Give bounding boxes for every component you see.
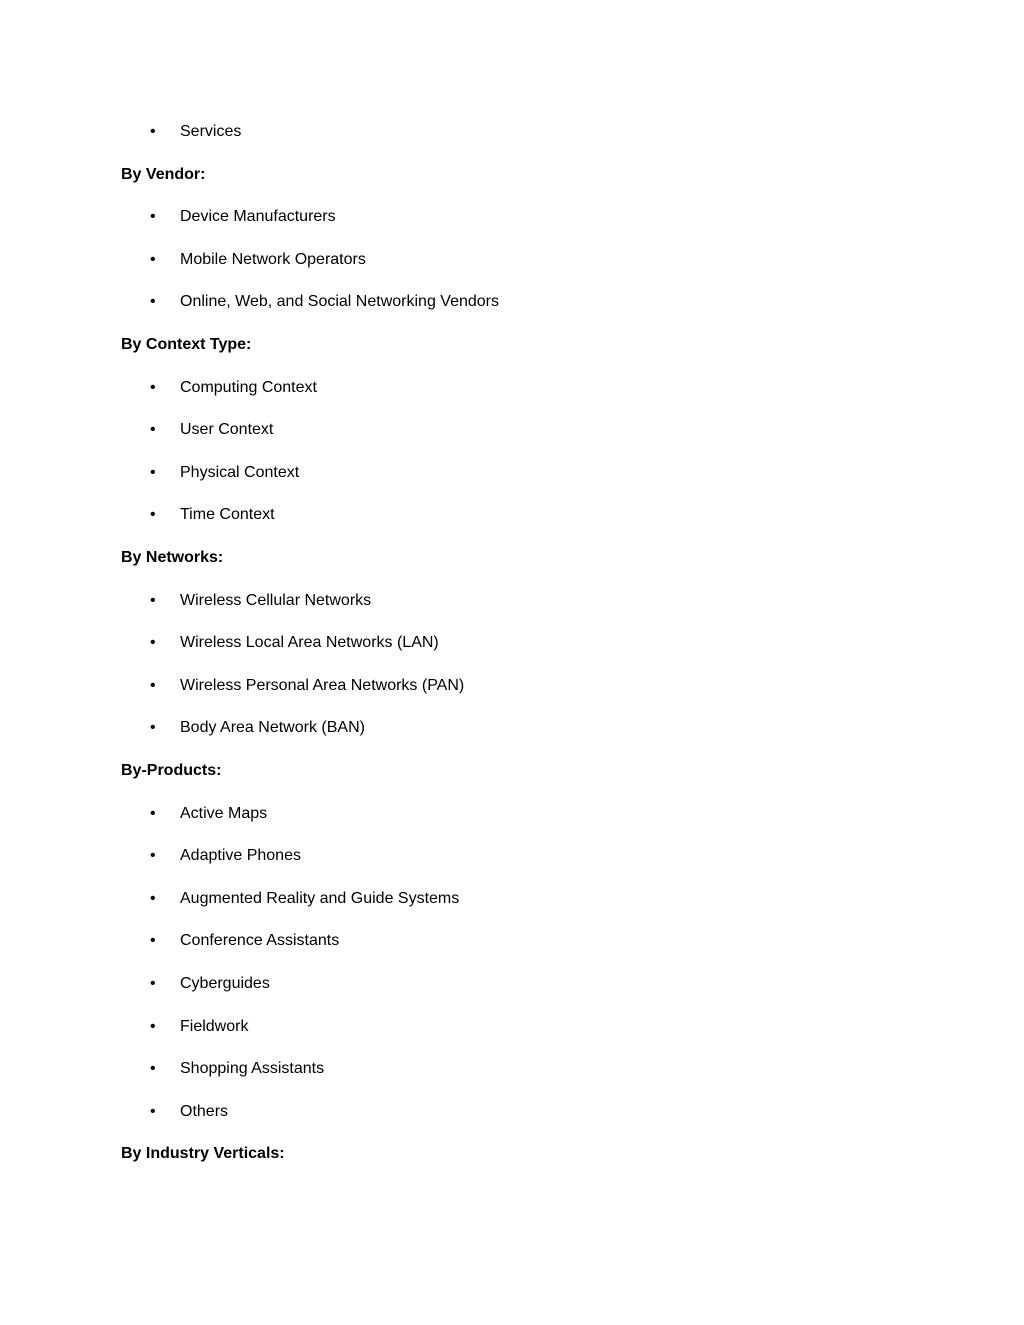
section-heading [121,333,251,357]
list-item [150,844,301,868]
bullet-icon: • [150,634,156,651]
bullet-icon: • [150,890,156,907]
bullet-icon: • [150,805,156,822]
bullet-icon: • [150,847,156,864]
list-item-text: Physical Context [180,464,300,481]
list-item-text: Time Context [180,506,275,523]
list-item-text: Adaptive Phones [180,847,301,864]
list-item-text: User Context [180,421,274,438]
bullet-icon: • [150,975,156,992]
bullet-icon: • [150,1103,156,1120]
list-item-text: Wireless Local Area Networks (LAN) [180,634,439,651]
list-item-text: Body Area Network (BAN) [180,719,365,736]
list-item-text: Active Maps [180,805,268,822]
section-heading [121,163,205,187]
section-heading-text: By Context Type: [121,336,252,353]
section-heading-text: By Industry Verticals: [121,1145,285,1162]
section-heading [121,1142,285,1166]
list-item-text: Others [180,1103,229,1120]
bullet-icon: • [150,293,156,310]
list-item-text: Fieldwork [180,1018,249,1035]
list-item-text: Conference Assistants [180,932,340,949]
bullet-icon: • [150,592,156,609]
list-item [150,120,241,144]
list-item [150,461,299,485]
bullet-icon: • [150,464,156,481]
list-item [150,1100,228,1124]
list-item [150,972,270,996]
list-item-text: Services [180,123,242,140]
list-item-text: Cyberguides [180,975,270,992]
list-item [150,929,339,953]
list-item [150,802,267,826]
list-item [150,248,366,272]
list-item [150,631,439,655]
list-item [150,589,371,613]
list-item-text: Computing Context [180,379,317,396]
bullet-icon: • [150,123,156,140]
section-heading-text: By-Products: [121,762,222,779]
list-item-text: Mobile Network Operators [180,251,366,268]
list-item [150,716,365,740]
list-item-text: Device Manufacturers [180,208,336,225]
section-heading-text: By Networks: [121,549,224,566]
bullet-icon: • [150,421,156,438]
list-item-text: Wireless Cellular Networks [180,592,372,609]
list-item [150,1057,324,1081]
list-item [150,887,459,911]
list-item [150,503,275,527]
bullet-icon: • [150,1060,156,1077]
list-item [150,290,499,314]
list-item-text: Shopping Assistants [180,1060,325,1077]
list-item-text: Augmented Reality and Guide Systems [180,890,460,907]
list-item [150,418,273,442]
section-heading [121,546,223,570]
list-item [150,205,336,229]
bullet-icon: • [150,932,156,949]
bullet-icon: • [150,251,156,268]
list-item [150,376,317,400]
list-item [150,674,464,698]
section-heading [121,759,221,783]
bullet-icon: • [150,379,156,396]
bullet-icon: • [150,506,156,523]
list-item-text: Online, Web, and Social Networking Vendors [180,293,499,310]
bullet-icon: • [150,1018,156,1035]
bullet-icon: • [150,677,156,694]
bullet-icon: • [150,719,156,736]
bullet-icon: • [150,208,156,225]
list-item-text: Wireless Personal Area Networks (PAN) [180,677,465,694]
section-heading-text: By Vendor: [121,166,206,183]
list-item [150,1015,248,1039]
